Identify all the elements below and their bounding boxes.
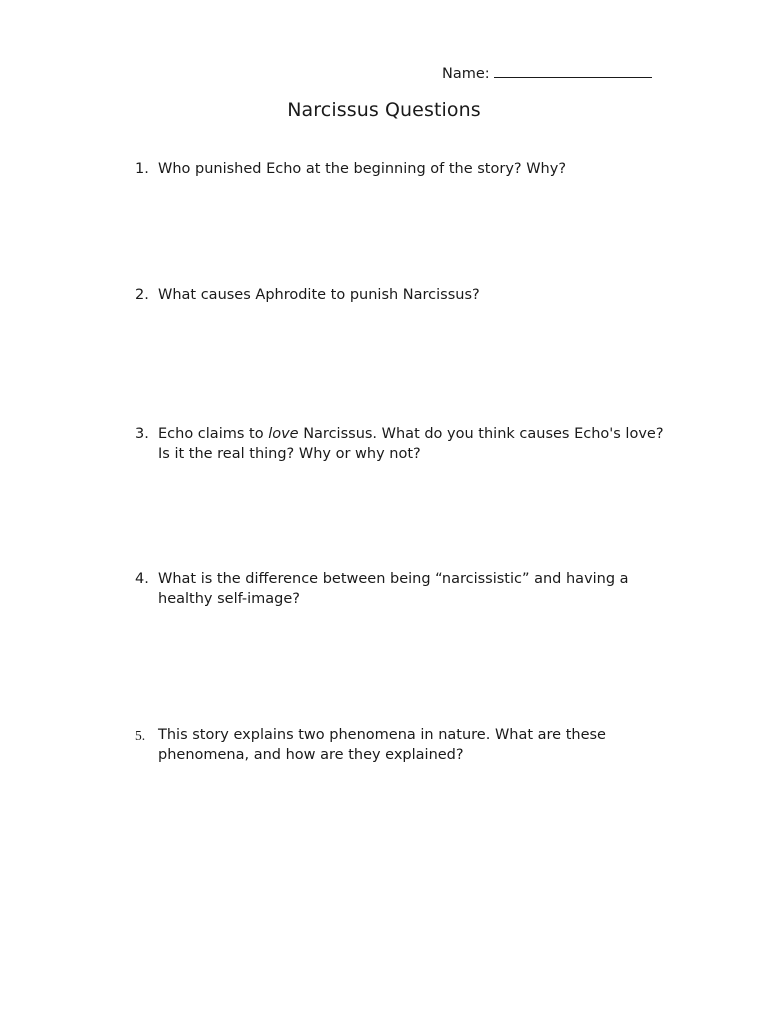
question-text-part: Echo claims to: [158, 426, 269, 442]
question-number: 5.: [135, 728, 146, 743]
question-1: [135, 160, 675, 180]
question-number: 1.: [135, 161, 149, 177]
page-title: Narcissus Questions: [287, 99, 481, 121]
question-number: 3.: [135, 426, 149, 442]
name-field: [442, 63, 652, 82]
name-label: Name:: [442, 66, 490, 82]
question-4: [135, 570, 675, 609]
question-3: [135, 425, 675, 464]
question-text: What is the difference between being “narcissistic” and having a healthy self-image?: [158, 571, 629, 607]
question-text-emphasis: love: [268, 426, 299, 442]
question-number: 4.: [135, 571, 149, 587]
question-text: [158, 425, 675, 464]
question-number: 2.: [135, 287, 149, 303]
question-5: [135, 726, 675, 765]
question-2: [135, 286, 675, 306]
name-blank-line[interactable]: [494, 63, 652, 78]
question-text: Who punished Echo at the beginning of the story? Why?: [158, 161, 567, 177]
question-text-part: Narcissus. What do you think causes Echo's love? Is it the real thing? Why or why not?: [158, 426, 664, 462]
question-text: What causes Aphrodite to punish Narcissus?: [158, 287, 480, 303]
question-text: This story explains two phenomena in nature. What are these phenomena, and how are they explained?: [158, 727, 606, 763]
